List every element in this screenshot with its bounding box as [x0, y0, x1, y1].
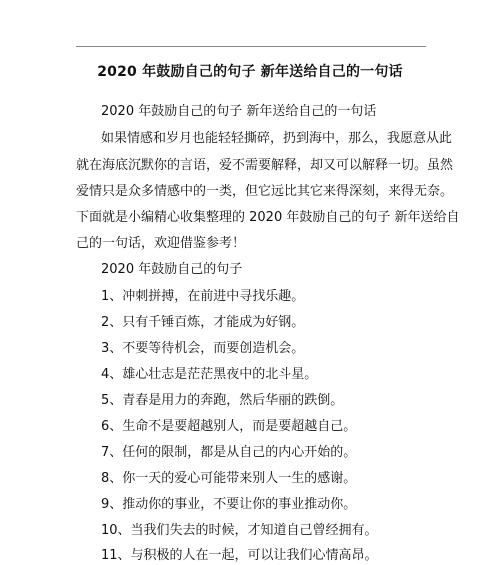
list-item: 2、只有千锤百炼，才能成为好钢。 — [101, 315, 305, 330]
list-item: 8、你一天的爱心可能带来别人一生的感谢。 — [101, 471, 357, 486]
list-item: 3、不要等待机会，而要创造机会。 — [101, 341, 305, 356]
section-heading: 2020 年鼓励自己的句子 — [101, 262, 243, 277]
intro-line: 己的一句话，欢迎借鉴参考！ — [76, 236, 246, 251]
header-rule — [76, 46, 426, 47]
document-title: 2020 年鼓励自己的句子 新年送给自己的一句话 — [97, 64, 403, 80]
list-item: 5、青春是用力的奔跑，然后华丽的跌倒。 — [101, 393, 344, 408]
intro-line: 爱情只是众多情感中的一类，但它远比其它来得深刻，来得无奈。 — [76, 184, 454, 199]
list-item: 10、当我们失去的时候，才知道自己曾经拥有。 — [101, 523, 378, 538]
list-item: 6、生命不是要超越别人，而是要超越自己。 — [101, 419, 357, 434]
list-item: 11、与积极的人在一起，可以让我们心情高昂。 — [101, 548, 378, 563]
list-item: 1、冲刺拼搏，在前进中寻找乐趣。 — [101, 289, 305, 304]
document-subtitle: 2020 年鼓励自己的句子 新年送给自己的一句话 — [101, 104, 377, 119]
intro-line: 如果情感和岁月也能轻轻撕碎，扔到海中，那么，我愿意从此 — [101, 131, 453, 146]
intro-line: 下面就是小编精心收集整理的 2020 年鼓励自己的句子 新年送给自 — [76, 210, 460, 225]
list-item: 9、推动你的事业，不要让你的事业推动你。 — [101, 497, 357, 512]
intro-line: 就在海底沉默你的言语，爱不需要解释，却又可以解释一切。虽然 — [76, 158, 454, 173]
list-item: 4、雄心壮志是茫茫黑夜中的北斗星。 — [101, 367, 318, 382]
list-item: 7、任何的限制，都是从自己的内心开始的。 — [101, 445, 357, 460]
